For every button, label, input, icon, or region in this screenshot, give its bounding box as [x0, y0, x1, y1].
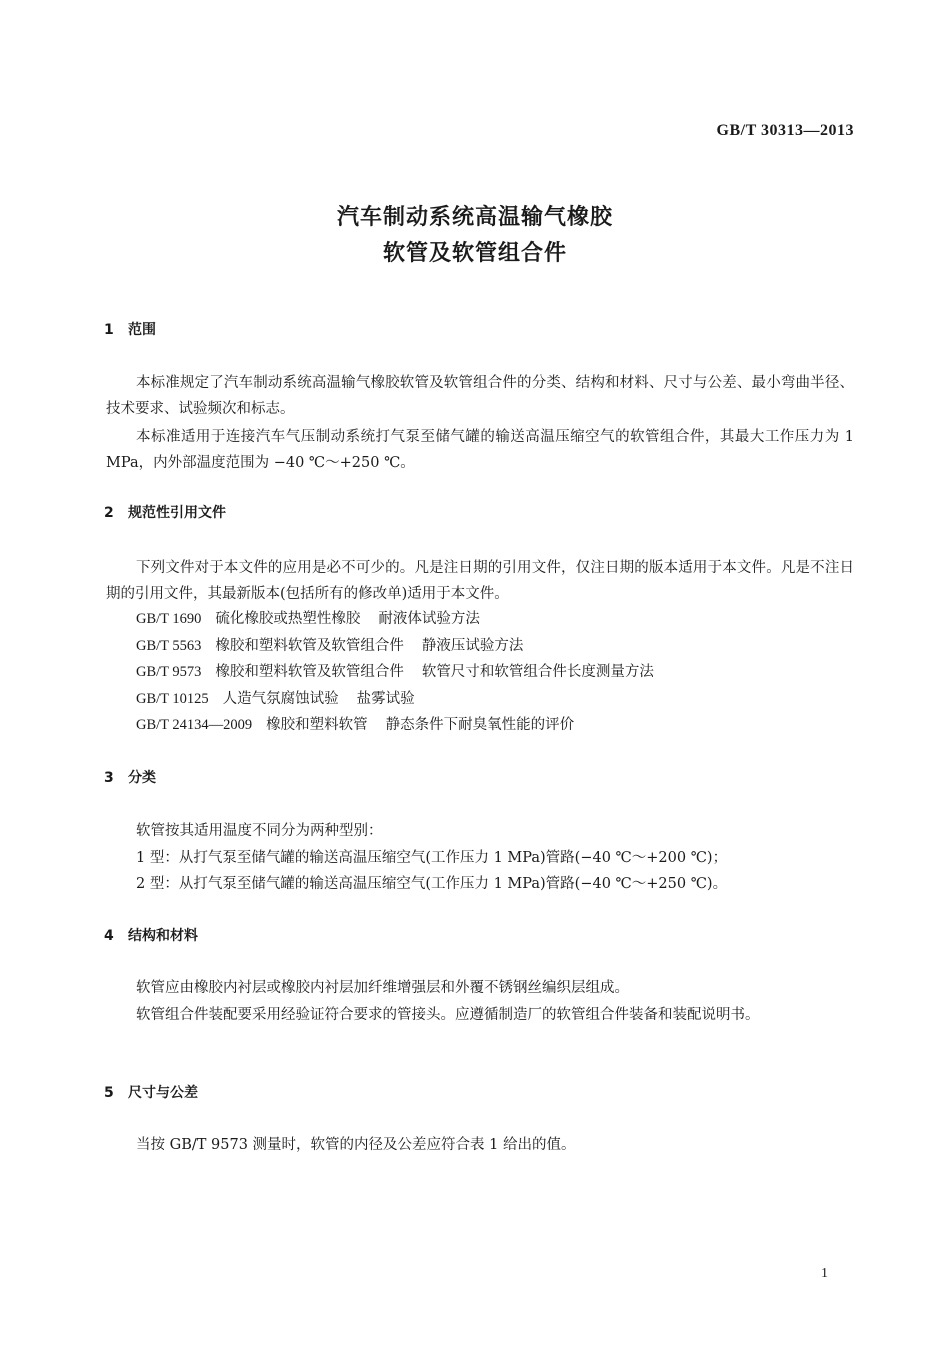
section-2-heading — [104, 502, 226, 522]
section-5-paragraph-1: 当按 GB/T 9573 测量时，软管的内径及公差应符合表 1 给出的值。 — [136, 1137, 576, 1153]
section-title: 结构和材料 — [128, 928, 198, 944]
section-title: 分类 — [128, 770, 156, 786]
title-line-1: 汽车制动系统高温输气橡胶 — [336, 205, 613, 230]
classification-type-1: 1 型：从打气泵至储气罐的输送高温压缩空气(工作压力 1 MPa)管路(−40 ℃～+200 ℃)； — [136, 850, 728, 866]
section-5-heading — [104, 1082, 198, 1102]
reference-subtitle: 盐雾试验 — [356, 691, 415, 707]
reference-title: 人造气氛腐蚀试验 — [222, 691, 339, 707]
reference-code: GB/T 24134—2009 — [136, 717, 253, 733]
section-title: 规范性引用文件 — [128, 505, 226, 521]
document-title — [0, 200, 950, 272]
reference-title: 橡胶和塑料软管 — [266, 717, 368, 733]
section-number: 4 — [104, 928, 114, 944]
section-number: 2 — [104, 505, 114, 521]
reference-item — [136, 712, 574, 738]
reference-item — [136, 659, 654, 685]
reference-code: GB/T 1690 — [136, 611, 202, 627]
reference-code: GB/T 9573 — [136, 664, 202, 680]
section-4-heading — [104, 925, 198, 945]
reference-title: 橡胶和塑料软管及软管组合件 — [215, 638, 404, 654]
section-1-paragraph-2: 本标准适用于连接汽车气压制动系统打气泵至储气罐的输送高温压缩空气的软管组合件，其最大工作压力为 1 MPa，内外部温度范围为 −40 ℃～+250 ℃。 — [106, 429, 854, 471]
section-title: 尺寸与公差 — [128, 1085, 198, 1101]
page-number: 1 — [821, 1266, 828, 1281]
reference-item — [136, 633, 523, 659]
reference-item — [136, 686, 415, 712]
section-number: 5 — [104, 1085, 114, 1101]
title-line-2: 软管及软管组合件 — [382, 241, 567, 266]
section-4-paragraph-1: 软管应由橡胶内衬层或橡胶内衬层加纤维增强层和外覆不锈钢丝编织层组成。 — [136, 980, 629, 996]
section-3-heading — [104, 767, 156, 787]
section-number: 3 — [104, 770, 114, 786]
section-4-paragraph-2: 软管组合件装配要采用经验证符合要求的管接头。应遵循制造厂的软管组合件装备和装配说明书。 — [136, 1007, 760, 1023]
classification-intro: 软管按其适用温度不同分为两种型别： — [136, 823, 383, 839]
section-title: 范围 — [128, 322, 156, 338]
reference-subtitle: 静液压试验方法 — [421, 638, 524, 654]
standard-code: GB/T 30313—2013 — [716, 122, 854, 139]
reference-subtitle: 耐液体试验方法 — [378, 611, 480, 627]
section-2-paragraph-1: 下列文件对于本文件的应用是必不可少的。凡是注日期的引用文件，仅注日期的版本适用于本文件。凡是不注日期的引用文件，其最新版本(包括所有的修改单)适用于本文件。 — [106, 560, 854, 602]
reference-title: 硫化橡胶或热塑性橡胶 — [215, 611, 361, 627]
section-1-paragraph-1: 本标准规定了汽车制动系统高温输气橡胶软管及软管组合件的分类、结构和材料、尺寸与公差、最小弯曲半径、技术要求、试验频次和标志。 — [106, 375, 854, 417]
reference-subtitle: 静态条件下耐臭氧性能的评价 — [385, 717, 575, 733]
section-number: 1 — [104, 322, 114, 338]
reference-subtitle: 软管尺寸和软管组合件长度测量方法 — [421, 664, 654, 680]
reference-code: GB/T 10125 — [136, 691, 209, 707]
classification-type-2: 2 型：从打气泵至储气罐的输送高温压缩空气(工作压力 1 MPa)管路(−40 ℃～+250 ℃)。 — [136, 876, 728, 892]
reference-title: 橡胶和塑料软管及软管组合件 — [215, 664, 404, 680]
reference-code: GB/T 5563 — [136, 638, 202, 654]
section-1-heading — [104, 319, 156, 339]
reference-item — [136, 606, 480, 632]
